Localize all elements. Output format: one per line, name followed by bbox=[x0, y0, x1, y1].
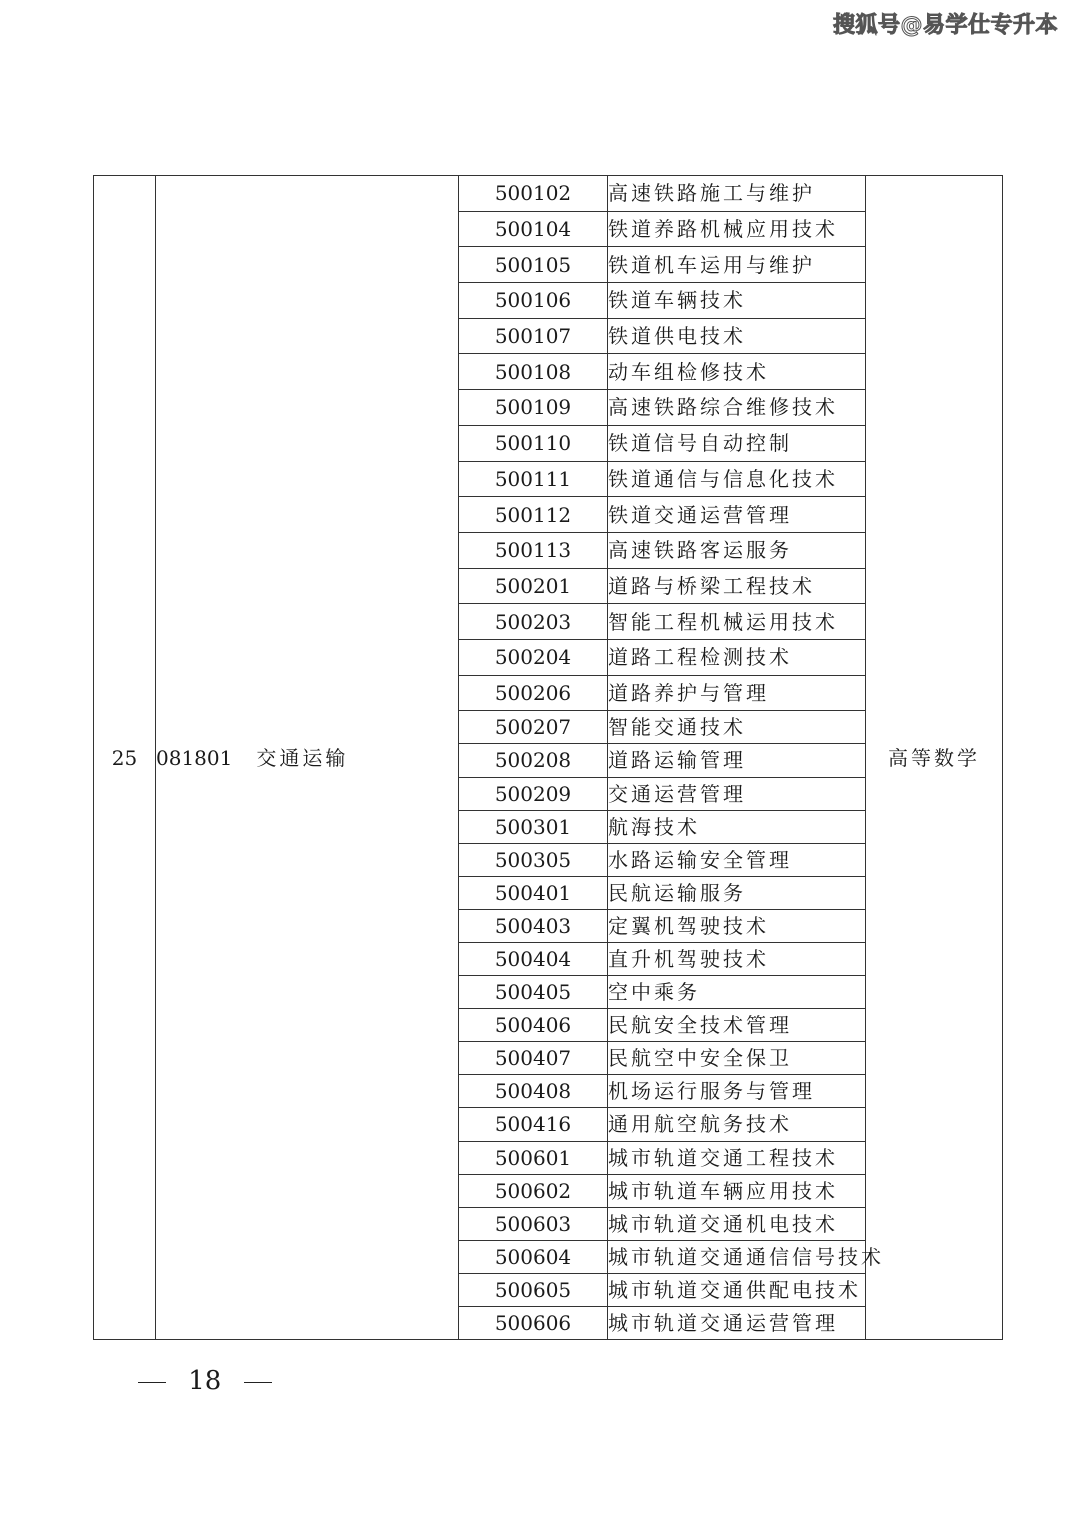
vocational-major-name: 民航空中安全保卫 bbox=[608, 1042, 866, 1075]
vocational-major-name: 空中乘务 bbox=[608, 976, 866, 1009]
vocational-major-name: 城市轨道交通工程技术 bbox=[608, 1141, 866, 1174]
vocational-major-name: 城市轨道交通机电技术 bbox=[608, 1207, 866, 1240]
vocational-major-code: 500403 bbox=[459, 909, 608, 942]
vocational-major-code: 500208 bbox=[459, 744, 608, 777]
vocational-major-name: 机场运行服务与管理 bbox=[608, 1075, 866, 1108]
vocational-major-name: 高速铁路施工与维护 bbox=[608, 176, 866, 212]
footer-dash-right bbox=[244, 1382, 272, 1383]
vocational-major-name: 城市轨道车辆应用技术 bbox=[608, 1174, 866, 1207]
vocational-major-code: 500110 bbox=[459, 425, 608, 461]
vocational-major-name: 高速铁路综合维修技术 bbox=[608, 390, 866, 426]
vocational-major-name: 通用航空航务技术 bbox=[608, 1108, 866, 1141]
vocational-major-code: 500207 bbox=[459, 711, 608, 744]
major-name: 交通运输 bbox=[256, 745, 349, 770]
vocational-major-name: 道路运输管理 bbox=[608, 744, 866, 777]
vocational-major-name: 动车组检修技术 bbox=[608, 354, 866, 390]
vocational-major-code: 500401 bbox=[459, 876, 608, 909]
vocational-major-code: 500606 bbox=[459, 1307, 608, 1340]
vocational-major-name: 铁道机车运用与维护 bbox=[608, 247, 866, 283]
vocational-major-name: 道路与桥梁工程技术 bbox=[608, 568, 866, 604]
vocational-major-name: 交通运营管理 bbox=[608, 777, 866, 810]
vocational-major-name: 定翼机驾驶技术 bbox=[608, 909, 866, 942]
vocational-major-code: 500206 bbox=[459, 675, 608, 711]
vocational-major-code: 500203 bbox=[459, 604, 608, 640]
vocational-major-code: 500111 bbox=[459, 461, 608, 497]
vocational-major-name: 铁道通信与信息化技术 bbox=[608, 461, 866, 497]
vocational-major-code: 500204 bbox=[459, 639, 608, 675]
vocational-major-code: 500416 bbox=[459, 1108, 608, 1141]
vocational-major-code: 500113 bbox=[459, 532, 608, 568]
vocational-major-code: 500408 bbox=[459, 1075, 608, 1108]
vocational-major-name: 航海技术 bbox=[608, 810, 866, 843]
major-table bbox=[93, 175, 1003, 1340]
vocational-major-code: 500102 bbox=[459, 176, 608, 212]
vocational-major-name: 直升机驾驶技术 bbox=[608, 942, 866, 975]
vocational-major-name: 城市轨道交通供配电技术 bbox=[608, 1273, 866, 1306]
vocational-major-name: 城市轨道交通通信信号技术 bbox=[608, 1240, 866, 1273]
vocational-major-code: 500405 bbox=[459, 976, 608, 1009]
vocational-major-code: 500201 bbox=[459, 568, 608, 604]
vocational-major-name: 铁道养路机械应用技术 bbox=[608, 211, 866, 247]
footer-dash-left bbox=[138, 1382, 166, 1383]
vocational-major-code: 500407 bbox=[459, 1042, 608, 1075]
vocational-major-code: 500404 bbox=[459, 942, 608, 975]
vocational-major-code: 500108 bbox=[459, 354, 608, 390]
vocational-major-code: 500605 bbox=[459, 1273, 608, 1306]
major-code: 081801 bbox=[156, 745, 233, 770]
vocational-major-code: 500104 bbox=[459, 211, 608, 247]
table-body bbox=[94, 176, 1003, 1340]
vocational-major-code: 500406 bbox=[459, 1009, 608, 1042]
vocational-major-name: 智能工程机械运用技术 bbox=[608, 604, 866, 640]
vocational-major-name: 道路养护与管理 bbox=[608, 675, 866, 711]
vocational-major-name: 民航运输服务 bbox=[608, 876, 866, 909]
vocational-major-code: 500112 bbox=[459, 497, 608, 533]
vocational-major-name: 高速铁路客运服务 bbox=[608, 532, 866, 568]
watermark: 搜狐号@易学仕专升本 bbox=[832, 13, 1058, 38]
vocational-major-code: 500305 bbox=[459, 843, 608, 876]
page-footer bbox=[138, 1366, 272, 1396]
vocational-major-code: 500105 bbox=[459, 247, 608, 283]
vocational-major-code: 500107 bbox=[459, 318, 608, 354]
vocational-major-name: 民航安全技术管理 bbox=[608, 1009, 866, 1042]
vocational-major-name: 城市轨道交通运营管理 bbox=[608, 1307, 866, 1340]
vocational-major-code: 500602 bbox=[459, 1174, 608, 1207]
vocational-major-code: 500209 bbox=[459, 777, 608, 810]
vocational-major-name: 铁道信号自动控制 bbox=[608, 425, 866, 461]
vocational-major-code: 500601 bbox=[459, 1141, 608, 1174]
vocational-major-name: 铁道供电技术 bbox=[608, 318, 866, 354]
vocational-major-name: 水路运输安全管理 bbox=[608, 843, 866, 876]
major-cell bbox=[156, 176, 459, 1340]
row-index: 25 bbox=[94, 176, 156, 1340]
table-row bbox=[94, 176, 1003, 212]
vocational-major-name: 智能交通技术 bbox=[608, 711, 866, 744]
vocational-major-name: 铁道车辆技术 bbox=[608, 283, 866, 319]
page-number: 18 bbox=[188, 1366, 222, 1396]
vocational-major-name: 道路工程检测技术 bbox=[608, 639, 866, 675]
vocational-major-code: 500301 bbox=[459, 810, 608, 843]
vocational-major-name: 铁道交通运营管理 bbox=[608, 497, 866, 533]
vocational-major-code: 500109 bbox=[459, 390, 608, 426]
vocational-major-code: 500106 bbox=[459, 283, 608, 319]
exam-subject: 高等数学 bbox=[866, 176, 1003, 1340]
vocational-major-code: 500604 bbox=[459, 1240, 608, 1273]
vocational-major-code: 500603 bbox=[459, 1207, 608, 1240]
